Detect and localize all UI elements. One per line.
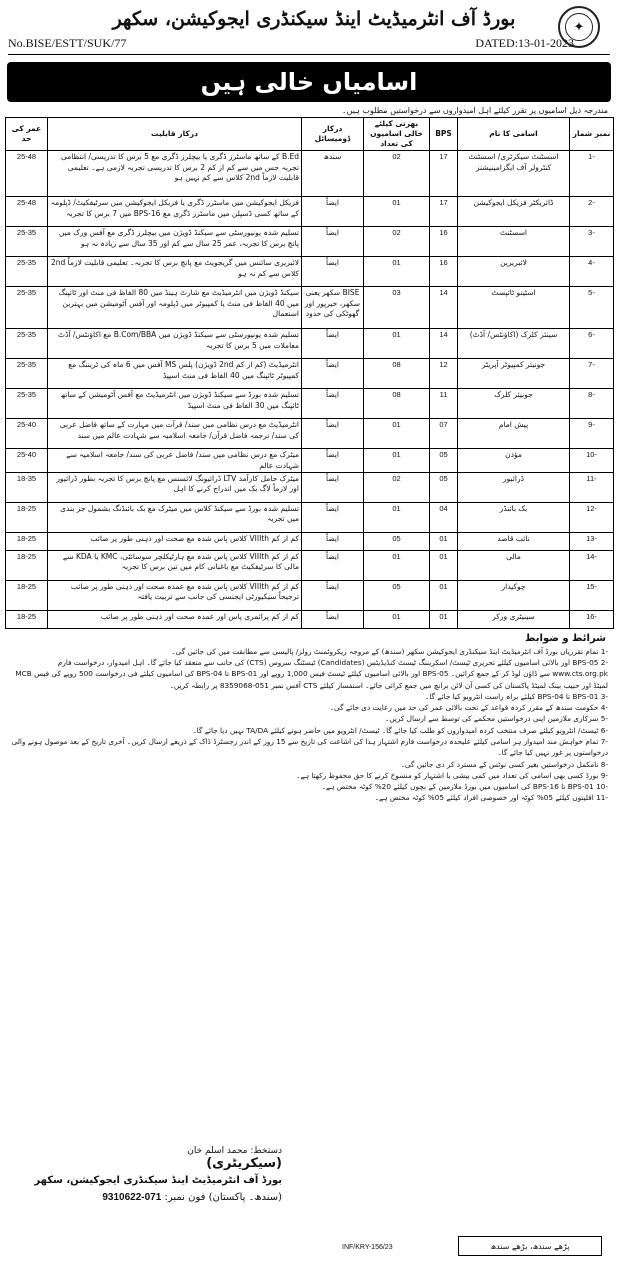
vacancies-banner: اسامیاں خالی ہیں: [7, 62, 611, 102]
board-title: بورڈ آف انٹرمیڈیٹ اینڈ سیکنڈری ایجوکیشن، سکھر: [112, 8, 516, 30]
cell-qualification: کم از کم پرائمری پاس اور عمدہ صحت اور ذہنی طور پر صائب: [48, 610, 302, 628]
intro-text: مندرجہ ذیل اسامیوں پر تقرر کیلئے اہل امیدواروں سے درخواستیں مطلوب ہیں۔: [341, 106, 608, 115]
cell-domicile: ایضاً: [302, 580, 364, 610]
term-item: -6 ٹیسٹ/ انٹرویو کیلئے صرف منتخب کردہ امیدواروں کو طلب کیا جائے گا۔ ٹیسٹ/ انٹرویو میں حاضر ہونے کیلئے TA/DA نہیں دیا جائے گا۔: [192, 725, 608, 735]
emblem-icon: ✦: [573, 19, 585, 35]
cell-bps: 01: [430, 550, 458, 580]
cell-qualification: انٹرمیڈیٹ مع درس نظامی میں سند/ قرآت میں مہارت کے ساتھ فاضل عربی کی سند/ ترجمہ فاضل قرآن/ جامعہ اسلامیہ سے شہادت عالم میں سند: [48, 419, 302, 449]
term-item: -7 تمام خواہش مند امیدوار ہر اسامی کیلئے علیحدہ درخواست فارم اشتہار ہذا کی اشاعت کی تاریخ سے 15 روز کے اندر رجسٹرڈ ڈاک کے ذریعے ارسال کریں۔ آخری تاریخ کے بعد موصول ہونے والی درخواستوں پر غور نہیں کیا جائے گا۔: [11, 737, 608, 758]
cell-age: 25-40: [6, 449, 48, 472]
term-item: -3 BPS-01 تا BPS-04 کیلئے براہ راست انٹرویو کیا جائے گا۔: [425, 691, 608, 701]
signatory-name: دستخط: محمد اسلم خان: [187, 1146, 282, 1156]
table-row: [6, 502, 614, 532]
term-item: -5 سرکاری ملازمین اپنی درخواستیں محکمے کی توسط سے ارسال کریں۔: [385, 714, 608, 724]
cell-serial: -16: [570, 610, 614, 628]
signature-block: [22, 1146, 282, 1203]
reference-number: No.BISE/ESTT/SUK/77: [8, 36, 127, 50]
term-item: -2 BPS-05 اور بالائی اسامیوں کیلئے تحریری ٹیسٹ/ اسکریننگ ٹیسٹ کنڈیڈیٹس (Candidates) ٹیسٹنگ سروس (CTS) کی جانب سے منعقد کیا جائے گا۔ اہل امیدوار، درخواست فارم www.cts.org.pk سے ڈاؤن لوڈ کر کے جمع کرائیں۔ BPS-05 اور بالائی اسامیوں کیلئے ٹیسٹ فیس 1,000 روپے اور BPS-01 تا BPS-04 کی اسامیوں کیلئے فی درخواست 500 روپے کی فیس MCB لمیٹڈ اور حبیب بینک لمیٹڈ پاکستان کی کسی آن لائن برانچ میں جمع کرائی جائے۔ استفسار کیلئے CTS آفس نمبر 051-8359068 پر رابطہ کریں۔: [15, 657, 608, 690]
term-item: -1 تمام تقرریاں بورڈ آف انٹرمیڈیٹ اینڈ سیکنڈری ایجوکیشن سکھر (سندھ) کے مروجہ ریکروٹمنٹ رولز/ پالیسی سے مطابقت میں کی جائیں گی۔: [171, 646, 608, 656]
cell-bps: 05: [430, 472, 458, 502]
vacancies-table: [5, 117, 614, 629]
table-row: [6, 449, 614, 472]
cell-qualification: میٹرک حامل کارآمد LTV ڈرائیونگ لائسنس مع پانچ برس کا تجربہ بطور ڈرائیور اور لازماً لاگ بک میں اندراج کرنے کا اہل: [48, 472, 302, 502]
cell-bps: 11: [430, 389, 458, 419]
cell-post: مؤذن: [458, 449, 570, 472]
cell-vacancies: 02: [364, 227, 430, 257]
issue-date: DATED:13-01-2023: [475, 36, 574, 50]
cell-age: 18-25: [6, 532, 48, 550]
table-row: [6, 359, 614, 389]
cell-post: مالی: [458, 550, 570, 580]
table-row: [6, 257, 614, 287]
cell-serial: -11: [570, 472, 614, 502]
cell-qualification: تسلیم شدہ یونیورسٹی سے سیکنڈ ڈویژن میں بیچلرز ڈگری مع آفس ورک میں پانچ برس کا تجربہ، عمر 25 سال سے کم اور 35 سال سے زیادہ نہ ہو: [48, 227, 302, 257]
cell-serial: -10: [570, 449, 614, 472]
cell-bps: 01: [430, 532, 458, 550]
cell-qualification: فزیکل ایجوکیشن میں ماسٹرز ڈگری یا فزیکل ایجوکیشن میں سرٹیفکیٹ/ ڈپلومہ کے ساتھ کسی ڈسپلن میں ماسٹرز ڈگری مع BPS-16 میں 7 برس کا تجربہ: [48, 197, 302, 227]
cell-qualification: انٹرمیڈیٹ (کم از کم 2nd ڈویژن) پلس MS آفس میں 6 ماہ کی ٹریننگ مع کمپیوٹر ٹائپنگ میں 40 الفاظ فی منٹ اسپیڈ: [48, 359, 302, 389]
cell-post: اسسٹنٹ سیکرٹری/ اسسٹنٹ کنٹرولر آف ایگزامینیشنز: [458, 151, 570, 197]
cell-vacancies: 03: [364, 287, 430, 329]
table-row: [6, 580, 614, 610]
cell-age: 25-35: [6, 389, 48, 419]
cell-age: 18-25: [6, 580, 48, 610]
cell-serial: -9: [570, 419, 614, 449]
cell-post: پیش امام: [458, 419, 570, 449]
signatory-office: بورڈ آف انٹرمیڈیٹ اینڈ سیکنڈری ایجوکیشن، سکھر: [34, 1175, 282, 1186]
cell-age: 25-48: [6, 197, 48, 227]
col-vacancies: بھرتی کیلئے خالی اسامیوں کی تعداد: [364, 118, 430, 151]
table-row: [6, 329, 614, 359]
cell-qualification: تسلیم شدہ بورڈ سے سیکنڈ ڈویژن میں انٹرمیڈیٹ مع آفس آٹومیشن کے ساتھ ٹائپنگ میں 30 الفاظ فی منٹ اسپیڈ: [48, 389, 302, 419]
cell-vacancies: 05: [364, 580, 430, 610]
col-qualification: درکار قابلیت: [48, 118, 302, 151]
cell-domicile: BISE سکھر یعنی سکھر، خیرپور اور گھوٹکی کی حدود: [302, 287, 364, 329]
cell-domicile: ایضاً: [302, 359, 364, 389]
phone-number: 071-9310622: [102, 1192, 162, 1203]
cell-bps: 04: [430, 502, 458, 532]
cell-domicile: ایضاً: [302, 610, 364, 628]
table-row: [6, 287, 614, 329]
cell-post: چوکیدار: [458, 580, 570, 610]
cell-post: اسسٹنٹ: [458, 227, 570, 257]
phone-label: (سندھ۔ پاکستان) فون نمبر:: [164, 1192, 282, 1203]
cell-age: 18-35: [6, 472, 48, 502]
cell-bps: 16: [430, 257, 458, 287]
cell-qualification: تسلیم شدہ یونیورسٹی سے سیکنڈ ڈویژن میں B.Com/BBA مع اکاؤنٹس/ آڈٹ معاملات میں 5 برس کا تجربہ: [48, 329, 302, 359]
cell-bps: 16: [430, 227, 458, 257]
cell-bps: 01: [430, 610, 458, 628]
cell-bps: 01: [430, 580, 458, 610]
cell-qualification: کم از کم VIIIth کلاس پاس شدہ مع صحت اور ذہنی طور پر صائب: [48, 532, 302, 550]
table-row: [6, 532, 614, 550]
cell-vacancies: 08: [364, 389, 430, 419]
cell-post: لائبریرین: [458, 257, 570, 287]
cell-serial: -7: [570, 359, 614, 389]
table-row: [6, 389, 614, 419]
cell-age: 18-25: [6, 610, 48, 628]
cell-serial: -1: [570, 151, 614, 197]
cell-bps: 17: [430, 197, 458, 227]
table-row: [6, 227, 614, 257]
table-row: [6, 151, 614, 197]
cell-domicile: ایضاً: [302, 329, 364, 359]
cell-qualification: کم از کم VIIIth کلاس پاس شدہ مع عمدہ صحت اور ذہنی طور پر صائب ترجیحاً سیکیورٹی ایجنسی کی جانب سے تربیت یافتہ: [48, 580, 302, 610]
cell-vacancies: 02: [364, 151, 430, 197]
cell-vacancies: 01: [364, 610, 430, 628]
cell-bps: 17: [430, 151, 458, 197]
cell-domicile: ایضاً: [302, 532, 364, 550]
cell-post: جونیئر کمپیوٹر آپریٹر: [458, 359, 570, 389]
cell-qualification: B.Ed کے ساتھ ماسٹرز ڈگری یا بیچلرز ڈگری مع 5 برس کا تدریسی/ انتظامی تجربہ جس میں سے کم از کم 2 برس کا تدریسی تجربہ لازمی ہے۔ تعلیمی قابلیت لازماً 2nd کلاس سے کم نہیں ہو: [48, 151, 302, 197]
col-serial: نمبر شمار: [570, 118, 614, 151]
cell-bps: 05: [430, 449, 458, 472]
cell-serial: -3: [570, 227, 614, 257]
slogan-stamp: پڑھے سندھ، بڑھے سندھ: [458, 1236, 602, 1256]
term-item: -10 BPS-01 تا BPS-16 کی اسامیوں میں بورڈ ملازمین کے بچوں کیلئے 20% کوٹہ مختص ہے۔: [321, 782, 608, 792]
term-item: -11 اقلیتوں کیلئے 05% کوٹہ اور خصوصی افراد کیلئے 05% کوٹہ مختص ہے۔: [374, 793, 608, 803]
cell-serial: -13: [570, 532, 614, 550]
cell-post: ڈائریکٹر فزیکل ایجوکیشن: [458, 197, 570, 227]
cell-qualification: کم از کم VIIIth کلاس پاس شدہ مع ہارٹیکلچر سوسائٹی، KMC یا KDA سے مالی کا سرٹیفکیٹ مع باغبانی کام میں تین برس کا تجربہ: [48, 550, 302, 580]
cell-serial: -8: [570, 389, 614, 419]
cell-age: 25-35: [6, 227, 48, 257]
col-post: اسامی کا نام: [458, 118, 570, 151]
cell-qualification: میٹرک مع درس نظامی میں سند/ فاضل عربی کی سند/ جامعہ اسلامیہ سے شہادت عالم: [48, 449, 302, 472]
cell-qualification: تسلیم شدہ بورڈ سے سیکنڈ کلاس میں میٹرک مع بک بائنڈنگ بشمول جز بندی میں تجربہ: [48, 502, 302, 532]
cell-domicile: ایضاً: [302, 197, 364, 227]
cell-vacancies: 01: [364, 419, 430, 449]
cell-vacancies: 01: [364, 449, 430, 472]
cell-vacancies: 01: [364, 550, 430, 580]
cell-age: 25-48: [6, 151, 48, 197]
table-row: [6, 472, 614, 502]
cell-age: 18-25: [6, 502, 48, 532]
inf-number: INF/KRY-156/23: [342, 1244, 393, 1251]
table-row: [6, 550, 614, 580]
table-header-row: [6, 118, 614, 151]
cell-age: 25-35: [6, 287, 48, 329]
cell-post: ڈرائیور: [458, 472, 570, 502]
term-item: -4 حکومت سندھ کے مقرر کردہ قواعد کے تحت بالائی عمر کی حد میں رعایت دی جائے گی۔: [329, 703, 608, 713]
cell-bps: 14: [430, 329, 458, 359]
cell-serial: -6: [570, 329, 614, 359]
col-age: عمر کی حد: [6, 118, 48, 151]
cell-domicile: سندھ: [302, 151, 364, 197]
table-row: [6, 197, 614, 227]
cell-domicile: ایضاً: [302, 472, 364, 502]
terms-title: شرائط و ضوابط: [525, 632, 606, 644]
cell-domicile: ایضاً: [302, 449, 364, 472]
cell-serial: -4: [570, 257, 614, 287]
cell-bps: 12: [430, 359, 458, 389]
cell-post: سینیٹری ورکر: [458, 610, 570, 628]
cell-age: 18-25: [6, 550, 48, 580]
term-item: -9 بورڈ کسی بھی اسامی کی تعداد میں کمی بیشی یا اشتہار کو منسوخ کرنے کا حق محفوظ رکھتا ہے۔: [296, 770, 608, 780]
col-domicile: درکار ڈومیسائل: [302, 118, 364, 151]
cell-domicile: ایضاً: [302, 419, 364, 449]
cell-age: 25-35: [6, 359, 48, 389]
cell-bps: 14: [430, 287, 458, 329]
cell-domicile: ایضاً: [302, 550, 364, 580]
terms-list: [4, 646, 614, 804]
cell-vacancies: 08: [364, 359, 430, 389]
cell-qualification: لائبریری سائنس میں گریجویٹ مع پانچ برس کا تجربہ۔ تعلیمی قابلیت لازماً 2nd کلاس سے کم نہ ہو: [48, 257, 302, 287]
cell-vacancies: 01: [364, 502, 430, 532]
cell-bps: 07: [430, 419, 458, 449]
term-item: -8 نامکمل درخواستیں بغیر کسی نوٹس کے مسترد کر دی جائیں گی۔: [400, 759, 608, 769]
cell-serial: -5: [570, 287, 614, 329]
cell-age: 25-35: [6, 257, 48, 287]
cell-post: سینئر کلرک (اکاؤنٹس/ آڈٹ): [458, 329, 570, 359]
cell-serial: -12: [570, 502, 614, 532]
table-row: [6, 419, 614, 449]
header-divider: [8, 54, 610, 55]
cell-serial: -15: [570, 580, 614, 610]
cell-post: نائب قاصد: [458, 532, 570, 550]
cell-serial: -2: [570, 197, 614, 227]
cell-vacancies: 01: [364, 329, 430, 359]
cell-serial: -14: [570, 550, 614, 580]
cell-vacancies: 02: [364, 472, 430, 502]
cell-domicile: ایضاً: [302, 257, 364, 287]
cell-age: 25-35: [6, 329, 48, 359]
cell-post: اسٹینو ٹائپسٹ: [458, 287, 570, 329]
cell-age: 25-40: [6, 419, 48, 449]
signatory-title: (سیکریٹری): [206, 1156, 282, 1171]
cell-post: بک بائنڈر: [458, 502, 570, 532]
cell-post: جونیئر کلرک: [458, 389, 570, 419]
cell-domicile: ایضاً: [302, 227, 364, 257]
cell-vacancies: 05: [364, 532, 430, 550]
table-row: [6, 610, 614, 628]
cell-qualification: سیکنڈ ڈویژن میں انٹرمیڈیٹ مع شارٹ ہینڈ میں 80 الفاظ فی منٹ اور ٹائپنگ میں 40 الفاظ فی منٹ یا کمپیوٹر میں ڈپلومہ اور آفس آٹومیشن میں بہترین استعمال: [48, 287, 302, 329]
header: [4, 0, 614, 58]
cell-domicile: ایضاً: [302, 502, 364, 532]
col-bps: BPS: [430, 118, 458, 151]
cell-domicile: ایضاً: [302, 389, 364, 419]
cell-vacancies: 01: [364, 257, 430, 287]
cell-vacancies: 01: [364, 197, 430, 227]
phone-line: [22, 1192, 282, 1203]
